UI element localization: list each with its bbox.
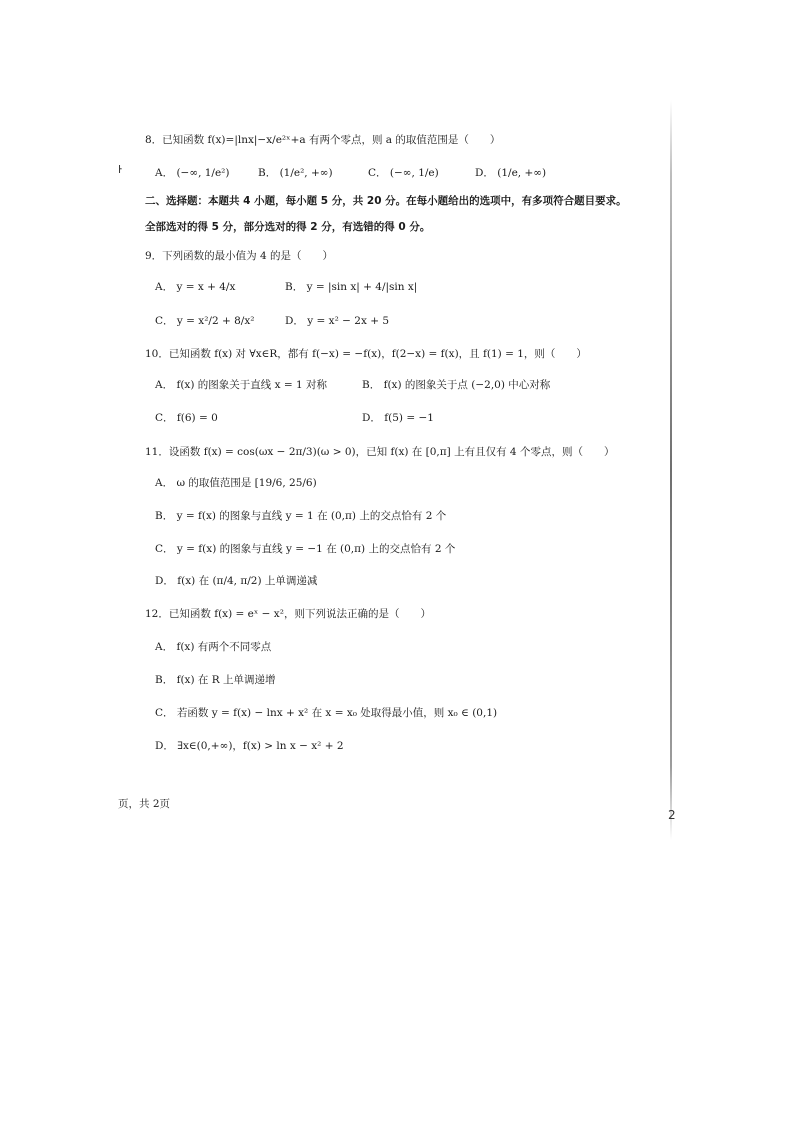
scan-artifact-mark: ŀ xyxy=(118,163,122,176)
q9-option-a: A． y = x + 4/x xyxy=(155,281,236,293)
q12-option-d: D． ∃x∈(0,+∞)，f(x) > ln x − x² + 2 xyxy=(155,740,344,752)
q10-option-a: A． f(x) 的图象关于直线 x = 1 对称 xyxy=(155,379,328,391)
q11-option-d: D． f(x) 在 (π/4, π/2) 上单调递减 xyxy=(155,575,318,587)
q9-stem: 9．下列函数的最小值为 4 的是（ ） xyxy=(145,250,334,262)
page-footer: 页，共 2页 xyxy=(118,798,171,810)
q9-option-b: B． y = |sin x| + 4/|sin x| xyxy=(285,281,418,293)
q8-stem: 8．已知函数 f(x)=|lnx|−x/e²ˣ+a 有两个零点，则 a 的取值范围是（ ） xyxy=(145,134,501,146)
q8-option-b: B． (1/e², +∞) xyxy=(258,167,333,179)
scan-edge-line xyxy=(670,100,672,840)
q11-option-b: B． y = f(x) 的图象与直线 y = 1 在 (0,π) 上的交点恰有 2 个 xyxy=(155,510,447,522)
q10-option-b: B． f(x) 的图象关于点 (−2,0) 中心对称 xyxy=(362,379,551,391)
q12-option-c: C． 若函数 y = f(x) − lnx + x² 在 x = x₀ 处取得最小值，则 x₀ ∈ (0,1) xyxy=(155,707,498,719)
q11-option-a: A． ω 的取值范围是 [19/6, 25/6) xyxy=(155,477,317,489)
q11-stem: 11．设函数 f(x) = cos(ωx − 2π/3)(ω > 0)，已知 f(x) 在 [0,π] 上有且仅有 4 个零点，则（ ） xyxy=(145,446,615,458)
q9-option-c: C． y = x²/2 + 8/x² xyxy=(155,315,255,327)
q10-stem: 10．已知函数 f(x) 对 ∀x∈R，都有 f(−x) = −f(x)，f(2−x) = f(x)，且 f(1) = 1，则（ ） xyxy=(145,348,587,360)
q8-option-a: A． (−∞, 1/e²) xyxy=(155,167,230,179)
q8-option-d: D． (1/e, +∞) xyxy=(475,167,547,179)
scan-artifact-mark: 2 xyxy=(668,808,676,822)
q8-option-c: C． (−∞, 1/e) xyxy=(368,167,439,179)
section-2-instructions: 全部选对的得 5 分，部分选对的得 2 分，有选错的得 0 分。 xyxy=(145,221,431,233)
q9-option-d: D． y = x² − 2x + 5 xyxy=(285,315,390,327)
section-2-heading: 二、选择题：本题共 4 小题，每小题 5 分，共 20 分。在每小题给出的选项中，有多项符合题目要求。 xyxy=(145,195,627,207)
q11-option-c: C． y = f(x) 的图象与直线 y = −1 在 (0,π) 上的交点恰有 2 个 xyxy=(155,543,456,555)
q12-option-b: B． f(x) 在 R 上单调递增 xyxy=(155,674,276,686)
q12-option-a: A． f(x) 有两个不同零点 xyxy=(155,641,272,653)
q12-stem: 12．已知函数 f(x) = eˣ − x²，则下列说法正确的是（ ） xyxy=(145,608,431,620)
q10-option-c: C． f(6) = 0 xyxy=(155,412,218,424)
q10-option-d: D． f(5) = −1 xyxy=(362,412,434,424)
